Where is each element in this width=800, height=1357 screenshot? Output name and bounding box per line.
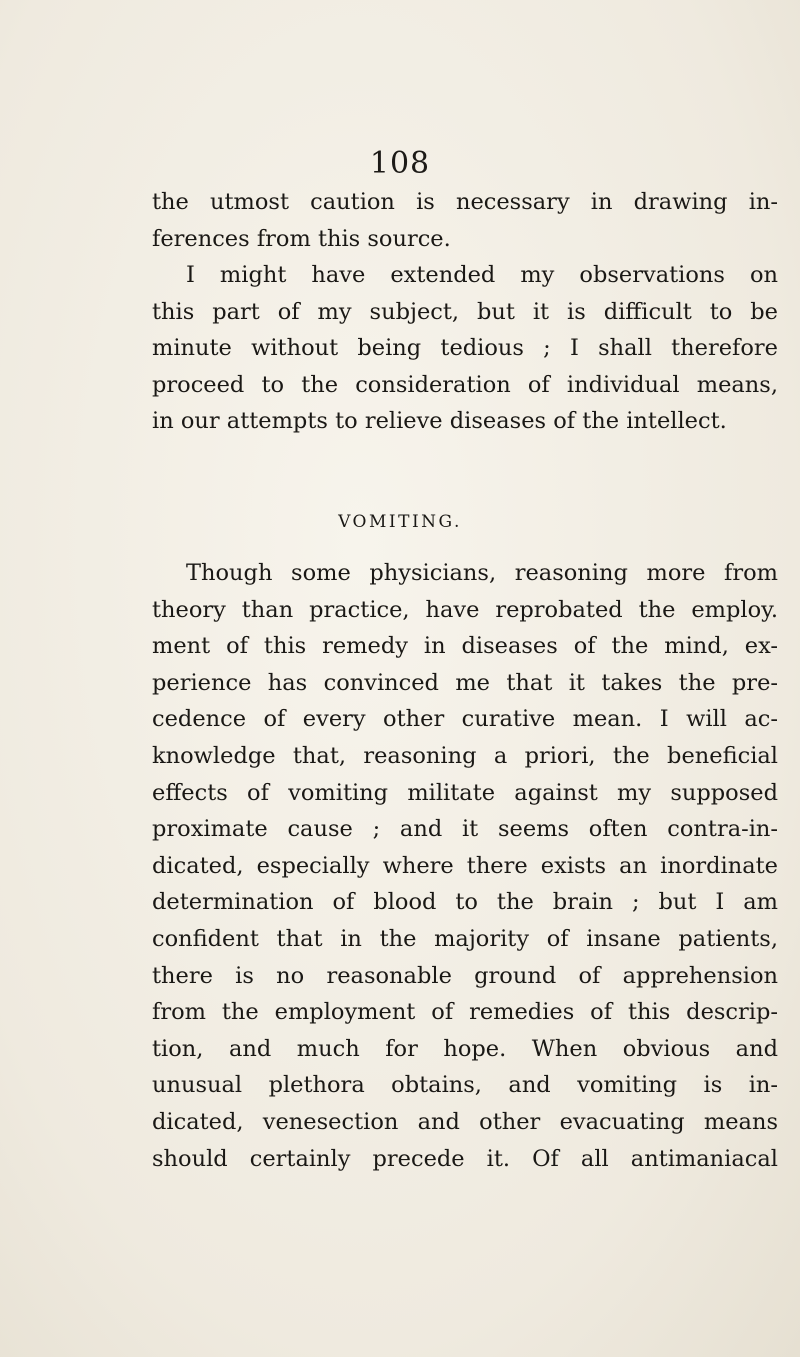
text-line: Though some physicians, reasoning more from xyxy=(186,560,778,586)
text-line: unusual plethora obtains, and vomiting is in- xyxy=(152,1072,778,1099)
text-line: there is no reasonable ground of apprehension xyxy=(152,962,778,989)
page-number: 108 xyxy=(369,146,431,181)
text-line: should certainly precede it. Of all antimaniacal xyxy=(152,1145,778,1172)
text-line: ment of this remedy in diseases of the mind, ex- xyxy=(152,633,778,660)
text-line: effects of vomiting militate against my supposed xyxy=(152,779,778,806)
text-line: ferences from this source. xyxy=(152,225,451,252)
text-line: dicated, venesection and other evacuating means xyxy=(152,1108,778,1135)
text-line: from the employment of remedies of this descrip- xyxy=(152,999,778,1026)
section-heading: VOMITING. xyxy=(338,512,462,532)
text-line: cedence of every other curative mean. I will ac- xyxy=(152,706,778,733)
text-line: theory than practice, have reprobated the employ. xyxy=(152,596,778,623)
text-line: I might have extended my observations on xyxy=(186,262,778,288)
text-line: in our attempts to relieve diseases of the intellect. xyxy=(152,408,727,435)
text-line: minute without being tedious ; I shall therefore xyxy=(152,335,778,362)
text-line: perience has convinced me that it takes the pre- xyxy=(152,669,778,696)
text-line: the utmost caution is necessary in drawing in- xyxy=(152,189,778,215)
text-line: confident that in the majority of insane patients, xyxy=(152,925,778,952)
text-line: proceed to the consideration of individual means, xyxy=(152,371,778,398)
paragraph-observations xyxy=(152,257,778,440)
paragraph-vomiting xyxy=(152,555,778,1177)
text-line: knowledge that, reasoning a priori, the beneficial xyxy=(152,742,778,769)
text-line: proximate cause ; and it seems often contra-in- xyxy=(152,816,778,843)
text-line: tion, and much for hope. When obvious and xyxy=(152,1035,778,1062)
text-line: determination of blood to the brain ; but I am xyxy=(152,889,778,916)
text-line: this part of my subject, but it is difficult to be xyxy=(152,298,778,325)
paragraph-continued xyxy=(152,184,778,257)
text-line: dicated, especially where there exists an inordinate xyxy=(152,852,778,879)
